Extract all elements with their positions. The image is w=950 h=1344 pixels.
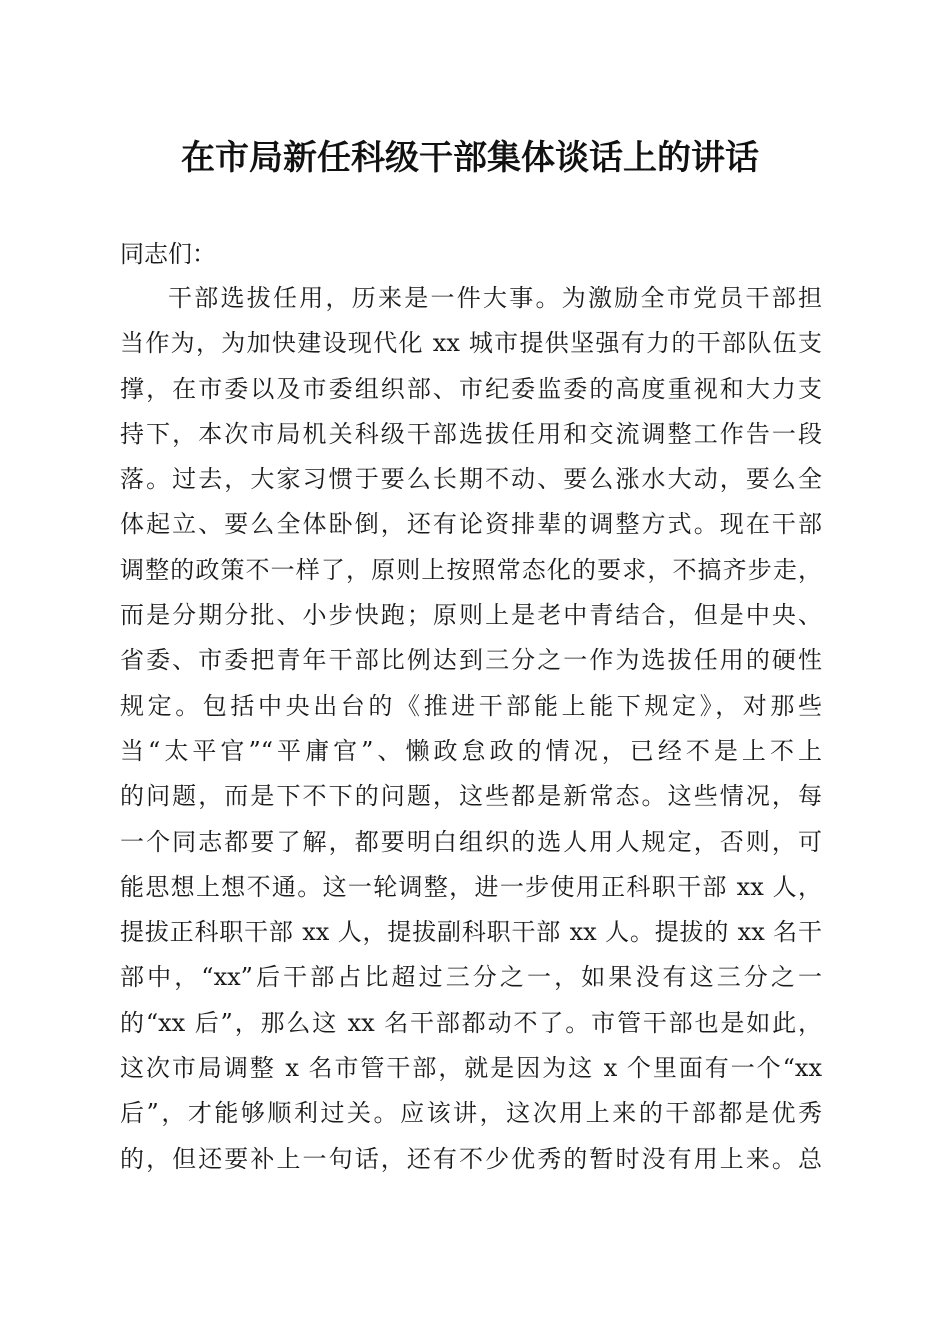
body-line: 体起立、要么全体卧倒，还有论资排辈的调整方式。现在干部	[120, 510, 822, 539]
body-line: 持下，本次市局机关科级干部选拔任用和交流调整工作告一段	[120, 419, 822, 448]
body-line: 当“太平官”“平庸官”、懒政怠政的情况，已经不是上不上	[120, 736, 822, 765]
body-line: 能思想上想不通。这一轮调整，进一步使用正科职干部 xx 人，	[120, 872, 822, 901]
body-line: 部中，“xx”后干部占比超过三分之一，如果没有这三分之一	[120, 963, 822, 992]
body-line: 这次市局调整 x 名市管干部，就是因为这 x 个里面有一个“xx	[120, 1054, 822, 1083]
body-line: 落。过去，大家习惯于要么长期不动、要么涨水大动，要么全	[120, 465, 822, 494]
body-line: 提拔正科职干部 xx 人，提拔副科职干部 xx 人。提拔的 xx 名干	[120, 918, 822, 947]
body-line: 规定。包括中央出台的《推进干部能上能下规定》，对那些	[120, 691, 822, 720]
speech-body	[120, 276, 840, 1182]
body-line: 而是分期分批、小步快跑；原则上是老中青结合，但是中央、	[120, 601, 822, 630]
body-line: 当作为，为加快建设现代化 xx 城市提供坚强有力的干部队伍支	[120, 329, 822, 358]
body-line: 一个同志都要了解，都要明白组织的选人用人规定，否则，可	[120, 827, 822, 856]
document-title: 在市局新任科级干部集体谈话上的讲话	[181, 138, 759, 178]
salutation: 同志们：	[120, 240, 216, 268]
body-line: 省委、市委把青年干部比例达到三分之一作为选拔任用的硬性	[120, 646, 822, 675]
body-line: 后”，才能够顺利过关。应该讲，这次用上来的干部都是优秀	[120, 1099, 822, 1128]
body-line: 的，但还要补上一句话，还有不少优秀的暂时没有用上来。总	[120, 1144, 822, 1173]
body-line: 调整的政策不一样了，原则上按照常态化的要求，不搞齐步走，	[120, 555, 822, 584]
body-line: 的问题，而是下不下的问题，这些都是新常态。这些情况，每	[120, 782, 822, 811]
body-line: 干部选拔任用，历来是一件大事。为激励全市党员干部担	[168, 284, 822, 312]
body-line: 的“xx 后”，那么这 xx 名干部都动不了。市管干部也是如此，	[120, 1008, 822, 1037]
body-line: 撑，在市委以及市委组织部、市纪委监委的高度重视和大力支	[120, 374, 822, 403]
